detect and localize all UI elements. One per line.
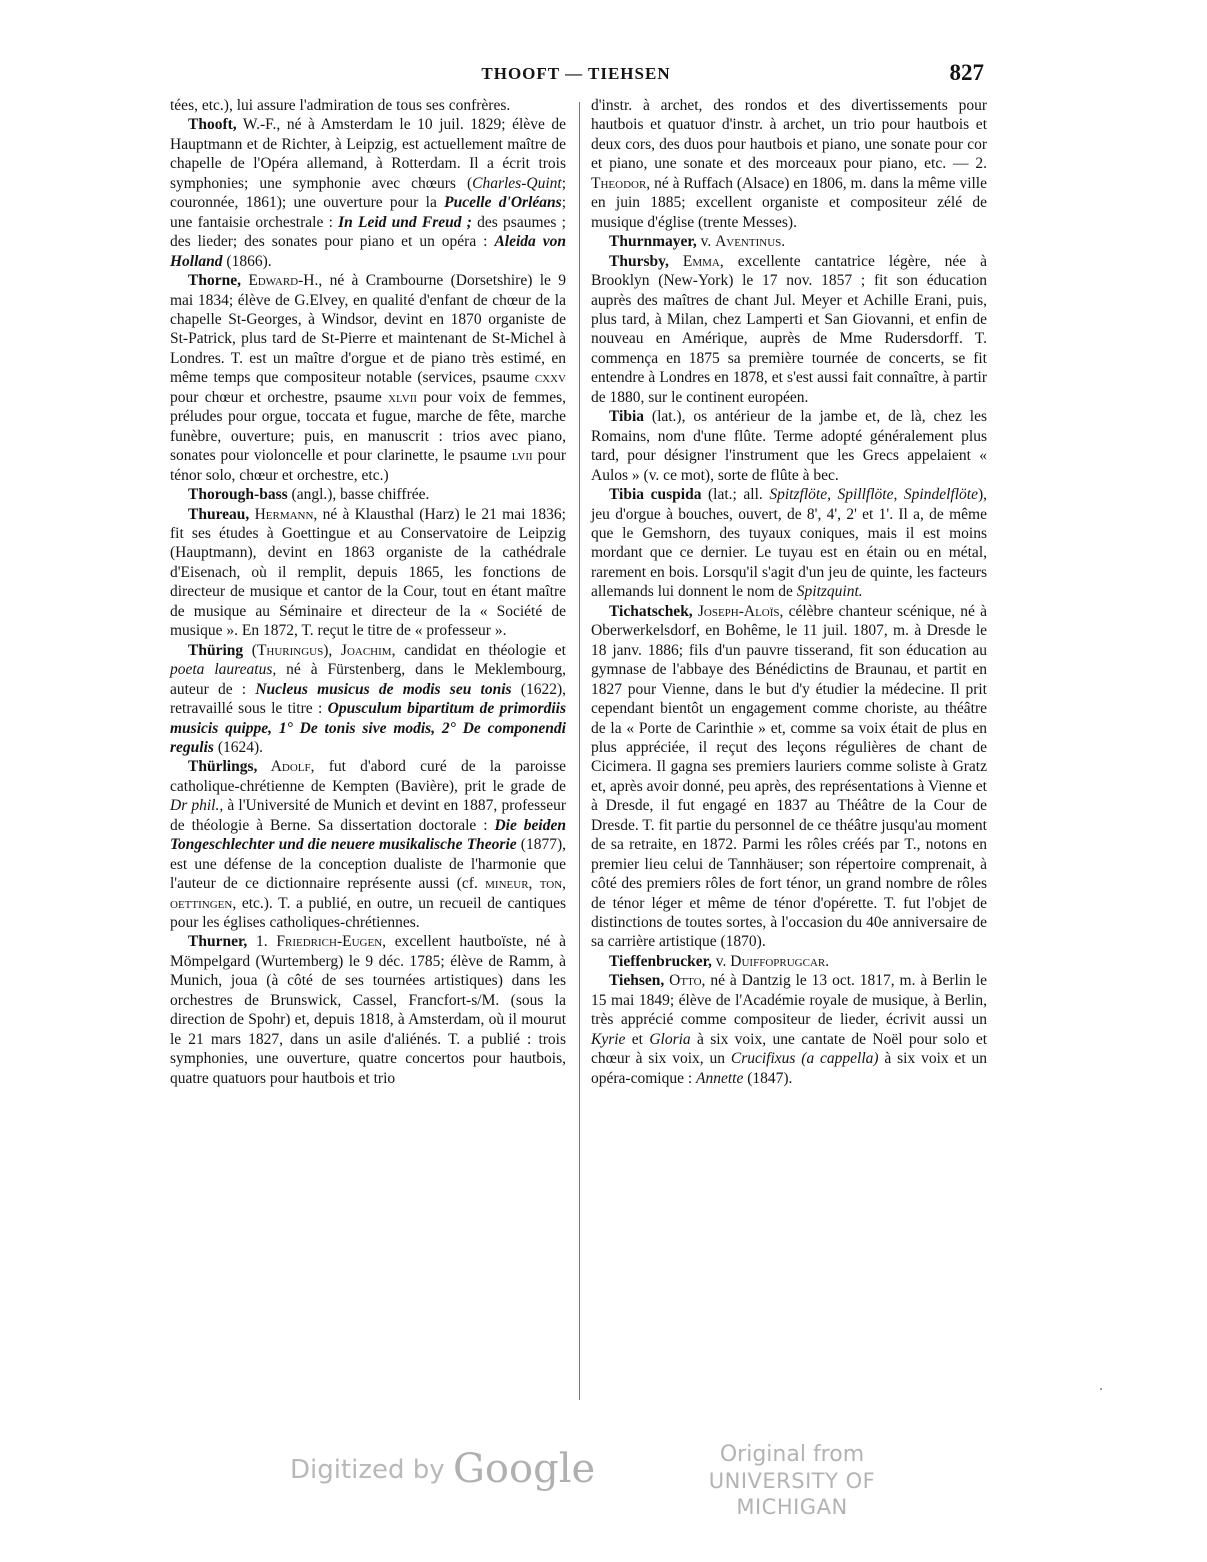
running-head: THOOFT — TIEHSEN: [481, 64, 671, 83]
headword: Thurnmayer,: [609, 233, 697, 251]
scan-speck: [1100, 1388, 1102, 1390]
headword: Tichatschek,: [609, 602, 693, 620]
digitization-footer: [0, 1438, 1207, 1519]
right-column: [591, 96, 987, 1088]
entry-text: d'instr. à archet, des rondos et des divertissements pour hautbois et quatuor d'instr. à archet, un trio pour hautbois et deux cors, des duos pour hautbois et piano, une sonate pour cor et piano, une sonate et des morceaux pour piano, etc. — 2.: [591, 97, 987, 173]
origin-mark: [668, 1442, 916, 1520]
entry-thureau: [170, 505, 566, 641]
entry-tibia-cuspida: [591, 485, 987, 602]
entry-text: né à Crambourne (Dorsetshire) le 9 mai 1834; élève de G.Elvey, en qualité d'enfant de chœur de la chapelle St-Georges, à Windsor, devint en 1870 organiste de St-Patrick, plus tard de St-Pierre et maintenant de St-Michel à Londres. T. est un maître d'orgue et de piano très estimé, en même temps que compositeur notable (services, psaume: [170, 272, 567, 387]
entry-text: etc.). T. a publié, en outre, un recueil de cantiques pour les églises catholiques-chrétiennes.: [170, 894, 566, 932]
entry-tibia: [591, 407, 987, 485]
entry-text: (lat.; all.: [701, 486, 770, 504]
work-title: Die beiden Tongeschlechter und die neuere musikalische Theorie: [170, 816, 566, 854]
entry-tiehsen: [591, 971, 987, 1088]
entry-continuation: [591, 96, 987, 232]
entry-thurlings: [170, 757, 566, 932]
given-name: Joseph-Aloïs,: [692, 602, 784, 620]
left-column: [170, 96, 566, 1088]
entry-text: ),: [323, 641, 341, 659]
work-title: Opusculum bipartitum de primordiis musicis quippe, 1° De tonis sive modis, 2° De componendi regulis: [170, 700, 566, 756]
given-name: Emma,: [668, 252, 724, 270]
entry-text: (1847).: [743, 1069, 793, 1087]
page-header: [168, 60, 984, 92]
given-name: Otto,: [664, 972, 706, 990]
entry-text: W.-F., né à Amsterdam le 10 juil. 1829; élève de Hauptmann et de Richter, à Leipzig, est actuellement maître de chapelle de l'Opéra allemand, à Rotterdam. Il a écrit trois symphonies; une symphonie avec chœurs (: [170, 116, 566, 192]
headword: Thürlings,: [188, 758, 258, 776]
entry-text: à six voix et un opéra-comique :: [591, 1050, 988, 1087]
headword: Thüring: [188, 641, 244, 659]
given-name: Hermann,: [249, 505, 318, 523]
work-title: Kyrie: [591, 1030, 626, 1048]
origin-institution: UNIVERSITY OF MICHIGAN: [708, 1469, 876, 1519]
entry-text: v.: [696, 233, 716, 251]
entry-text: excellent hautboïste, né à Mömpelgard (Wurtemberg) le 9 déc. 1785; élève de Ramm, à Munich, joua (à côté de ses tournées artistiques) dans les orchestres de Brunswick, Cassel, Francfort-s/M. (sous la direction de Spohr) et, depuis 1818, à Amsterdam, où il mourut le 21 mars 1827, dans un asile d'aliénés. T. a publié : trois symphonies, une ouverture, quatre concertos pour hautbois, quatre quatuors pour hautbois et trio: [170, 933, 566, 1087]
headword: Tibia: [609, 408, 645, 426]
german-term: Spitzflöte, Spillflöte, Spindelflöte: [769, 486, 978, 504]
entry-thurnmayer: [591, 232, 987, 251]
digitized-prefix: Digitized by: [290, 1455, 445, 1485]
entry-text: ; couronnée, 1861); une ouverture pour la: [170, 174, 566, 212]
entry-tieffenbrucker: [591, 952, 987, 971]
entry-text: célèbre chanteur scénique, né à Oberwerkelsdorf, en Bohême, le 11 juil. 1807, m. à Dresde le 18 janv. 1886; fils d'un pauvre tisserand, fit son éducation au gymnase de l'abbaye des Bénédictins de Braunau, et partit en 1827 pour Vienne, dans le but d'y étudier la médecine. Il prit cependant bientôt un engagement comme choriste, au théâtre de la « Porte de Carinthie » et, comme sa voix était de plus en plus appréciée, il reçut des leçons régulières de chant de Cicimera. Il gagna ses premiers lauriers comme soliste à Gratz et, après avoir donné, peu après, des représentations à Vienne et à Dresde, il fut engagé en 1837 au Théâtre de la Cour de Dresde. T. fit partie du personnel de ce théâtre jusqu'au moment de sa retraite, en 1872. Parmi les rôles créés par T., notons en premier lieu celui de Tannhäuser; son répertoire comprenait, à côté des premiers rôles de fort ténor, un grand nombre de rôles de ténor léger et même de ténor d'opérette. T. fut l'objet de distinctions de toutes sortes, à l'occasion du 40e anniversaire de sa carrière artistique (1870).: [591, 602, 987, 951]
headword: Tibia cuspida: [609, 486, 702, 504]
entry-text: (: [243, 641, 257, 659]
headword: Thorne,: [188, 272, 241, 290]
entry-text: fut d'abord curé de la paroisse catholique-chrétienne de Kempten (Bavière), prit le grade de: [170, 758, 566, 795]
cross-reference: Duiffoprugcar.: [730, 952, 830, 970]
entry-continuation: [170, 96, 566, 115]
entry-text: né à Fürstenberg, dans le Meklembourg, auteur de :: [170, 661, 566, 698]
work-title: Aleida von Holland: [170, 233, 566, 270]
entry-thuring: [170, 641, 566, 758]
entry-text: ), jeu d'orgue à bouches, ouvert, de 8', 4', 2' et 1'. Il a, de même que le Gemshorn, des tuyaux coniques, mais il est moins mordant que ce dernier. Le tuyau est en étain ou en métal, rarement en bois. Lorsqu'il s'agit d'un jeu de quinte, les facteurs allemands lui donnent le nom de: [591, 486, 988, 601]
given-name: Joachim,: [340, 641, 396, 659]
entry-text: des psaumes ; des lieder; des sonates pour piano et un opéra :: [170, 213, 566, 251]
origin-label: Original from: [719, 1442, 865, 1467]
page-number: 827: [949, 60, 984, 85]
psalm-number: xlvii: [388, 388, 418, 406]
work-title: Nucleus musicus de modis seu tonis: [255, 680, 512, 698]
given-name: Theodor,: [591, 174, 651, 192]
entry-text: tées, etc.), lui assure l'admiration de tous ses confrères.: [170, 97, 511, 114]
entry-text: candidat en théologie et: [395, 641, 566, 659]
cross-reference: mineur, ton, oettingen,: [170, 875, 567, 912]
headword: Tieffenbrucker,: [609, 952, 712, 970]
entry-thooft: [170, 115, 566, 271]
given-name: Friedrich-Eugen,: [276, 933, 387, 951]
digitized-by-mark: [290, 1446, 595, 1492]
headword: Thooft,: [188, 116, 237, 134]
entry-text: né à Dantzig le 13 oct. 1817, m. à Berlin le 15 mai 1849; élève de l'Académie royale de musique, à Berlin, très apprécié comme compositeur de lieder, écrivit aussi un: [591, 972, 987, 1029]
latin-title: poeta laureatus,: [170, 661, 277, 679]
entry-thorough-bass: [170, 485, 566, 504]
entry-text: et: [625, 1030, 650, 1048]
entry-text: excellente cantatrice légère, née à Brooklyn (New-York) le 17 nov. 1857 ; fit son éducation auprès des maîtres de chant Jul. Meyer et Achille Erani, puis, plus tard, à Milan, chez Lamperti et San Giovanni, et enfin de nouveau en Amérique, auprès de Mme Rudersdorff. T. commença en 1875 sa première tournée de concerts, se fit entendre à Londres en 1878, et s'est aussi fait connaître, à partir de 1880, sur le continent européen.: [591, 252, 987, 406]
entry-text: (1622), retravaillé sous le titre :: [170, 680, 566, 718]
entry-text: pour chœur et orchestre, psaume: [170, 388, 389, 406]
degree: Dr phil.,: [170, 797, 224, 815]
entry-text: à six voix, une cantate de Noël pour solo et chœur à six voix, un: [591, 1030, 988, 1068]
entry-text: (1624).: [213, 738, 264, 756]
entry-text: (lat.), os antérieur de la jambe et, de là, chez les Romains, nom d'une flûte. Terme adopté généralement plus tard, pour désigner l'instrument que les Grecs appelaient « Aulos » (v. ce mot), sorte de flûte à bec.: [591, 408, 987, 484]
entry-text: (1877), est une défense de la conception dualiste de l'harmonie que l'auteur de ce dictionnaire représente aussi (cf.: [170, 836, 567, 893]
entry-text: (1866).: [222, 252, 272, 270]
entry-text: 1.: [247, 933, 277, 951]
given-name: Edward-H.,: [240, 272, 323, 290]
entry-thurner: [170, 932, 566, 1088]
work-title: Annette: [696, 1069, 744, 1087]
work-title: Charles-Quint: [472, 174, 562, 192]
headword: Thurner,: [188, 933, 248, 951]
latin-name: Thuringus: [256, 641, 324, 659]
work-title: Gloria: [649, 1030, 691, 1048]
entry-text: pour ténor solo, chœur et orchestre, etc.): [170, 447, 566, 484]
cross-reference: Aventinus.: [715, 233, 786, 251]
entry-tichatschek: [591, 602, 987, 952]
column-divider: [579, 102, 580, 1400]
entry-text: né à Klausthal (Harz) le 21 mai 1836; fit ses études à Goettingue et au Conservatoire de Leipzig (Hauptmann), devint en 1863 organiste de la cathédrale d'Eisenach, où il remplit, depuis 1865, les fonctions de directeur de musique et cantor de la Cour, tout en étant maître de musique au Séminaire et directeur de la « Société de musique ». En 1872, T. reçut le titre de « professeur ».: [170, 505, 566, 640]
entry-text: pour voix de femmes, préludes pour orgue, toccata et fugue, marche de fête, marche funèbre, ouverture; puis, en manuscrit : trios avec piano, sonates pour violoncelle et pour clarinette, le psaume: [170, 388, 566, 465]
headword: Thureau,: [188, 505, 250, 523]
entry-thursby: [591, 252, 987, 408]
google-logo: Google: [452, 1446, 596, 1492]
headword: Thursby,: [609, 252, 669, 270]
headword: Tiehsen,: [609, 972, 665, 990]
work-title: Crucifixus (a cappella): [730, 1050, 879, 1068]
headword: Thorough-bass: [188, 486, 288, 504]
entry-text: (angl.), basse chiffrée.: [287, 486, 430, 504]
psalm-number: cxxv: [534, 369, 566, 387]
given-name: Adolf,: [257, 758, 315, 776]
entry-text: né à Ruffach (Alsace) en 1806, m. dans la même ville en juin 1885; excellent organiste et compositeur zélé de musique d'église (trente Messes).: [591, 174, 987, 231]
work-title: Pucelle d'Orléans: [444, 194, 562, 212]
entry-text: à l'Université de Munich et devint en 1887, professeur de théologie à Berne. Sa dissertation doctorale :: [170, 797, 566, 834]
work-title: In Leid und Freud ;: [338, 213, 472, 231]
entry-text: ; une fantaisie orchestrale :: [170, 194, 566, 231]
entry-text: v.: [711, 952, 731, 970]
psalm-number: lvii: [511, 447, 533, 465]
entry-thorne: [170, 271, 566, 485]
german-term: Spitzquint.: [796, 583, 863, 601]
